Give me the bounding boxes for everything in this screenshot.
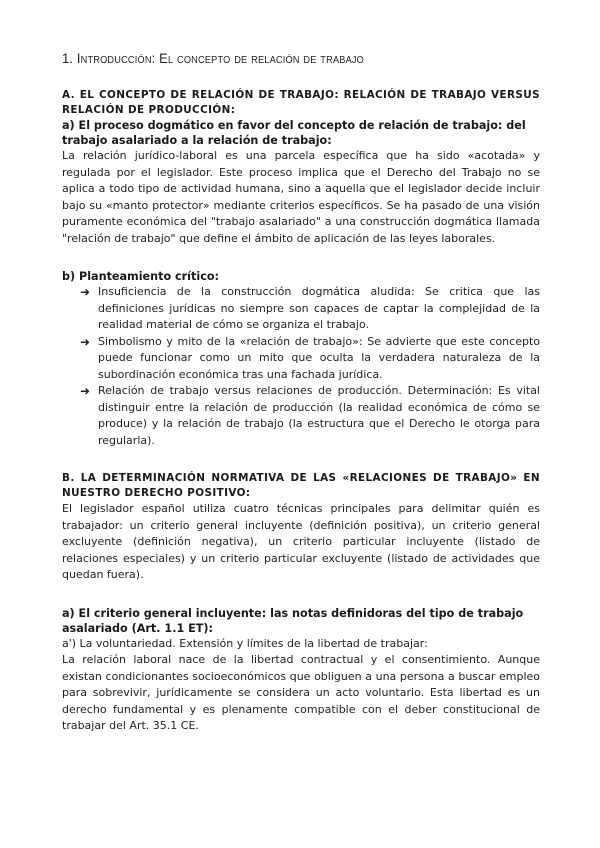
arrow-right-icon: ➜ <box>80 334 91 349</box>
section-b-heading: B. LA DETERMINACIÓN NORMATIVA DE LAS «RELACIONES DE TRABAJO» EN NUESTRO DERECHO POSITIVO: <box>62 472 540 499</box>
section-b-sub-a-heading: a) El criterio general incluyente: las notas definidoras del tipo de trabajo asalariado (Art. 1.1 ET): <box>62 606 524 635</box>
page-title: 1. Introducción: El concepto de relación de trabajo <box>62 50 365 66</box>
section-b-sub-a-body: La relación laboral nace de la libertad contractual y el consentimiento. Aunque existan condicionantes socioeconómicos que obliguen a una persona a buscar empleo para sobrevivir, jurídicamente se considera un acto voluntario. Esta libertad es un derecho fundamental y es plenamente compatible con el deber constitucional de trabajar del Art. 35.1 CE. <box>62 653 540 732</box>
list-item <box>80 284 540 334</box>
section-a-sub-a-body: La relación jurídico-laboral es una parcela específica que ha sido «acotada» y regulada por el legislador. Este proceso implica que el Derecho del Trabajo no se aplica a todo tipo de actividad humana, sino a aquella que el legislador decide incluir bajo su «manto protector» mediante criterios específicos. Se ha pasado de una visión puramente económica del "trabajo asalariado" a una construcción dogmática llamada "relación de trabajo" que define el ámbito de aplicación de las leyes laborales. <box>62 149 540 245</box>
list-item <box>80 334 540 384</box>
list-item-text: Insuficiencia de la construcción dogmática aludida: Se critica que las definiciones jurídicas no siempre son capaces de captar la complejidad de la realidad material de cómo se organiza el trabajo. <box>98 285 540 331</box>
section-b-sub-a-subheading: a') La voluntariedad. Extensión y límites de la libertad de trabajar: <box>62 636 428 650</box>
list-item-text: Simbolismo y mito de la «relación de trabajo»: Se advierte que este concepto puede funcionar como un mito que oculta la verdadera naturaleza de la subordinación económica tras una fachada jurídica. <box>98 334 540 381</box>
section-a-sub-b-heading: b) Planteamiento crítico: <box>62 270 219 283</box>
list-item <box>80 383 540 449</box>
section-a-sub-a-heading: a) El proceso dogmático en favor del concepto de relación de trabajo: del trabajo asalariado a la relación de trabajo: <box>62 119 526 147</box>
arrow-right-icon: ➜ <box>80 384 91 398</box>
section-b-body: El legislador español utiliza cuatro técnicas principales para delimitar quién es trabajador: un criterio general incluyente (definición positiva), un criterio general excluyente (definición negativa), un criterio particular incluyente (listado de relaciones especiales) y un criterio particular excluyente (listado de actividades que quedan fuera). <box>62 502 540 581</box>
critique-list <box>62 284 540 449</box>
section-a-heading: A. EL CONCEPTO DE RELACIÓN DE TRABAJO: RELACIÓN DE TRABAJO VERSUS RELACIÓN DE PRODUCCIÓN: <box>62 89 540 116</box>
list-item-text: Relación de trabajo versus relaciones de producción. Determinación: Es vital distinguir entre la relación de producción (la realidad económica de cómo se produce) y la relación de trabajo (la estructura que el Derecho le otorga para regularla). <box>98 384 540 447</box>
arrow-right-icon: ➜ <box>80 285 91 299</box>
